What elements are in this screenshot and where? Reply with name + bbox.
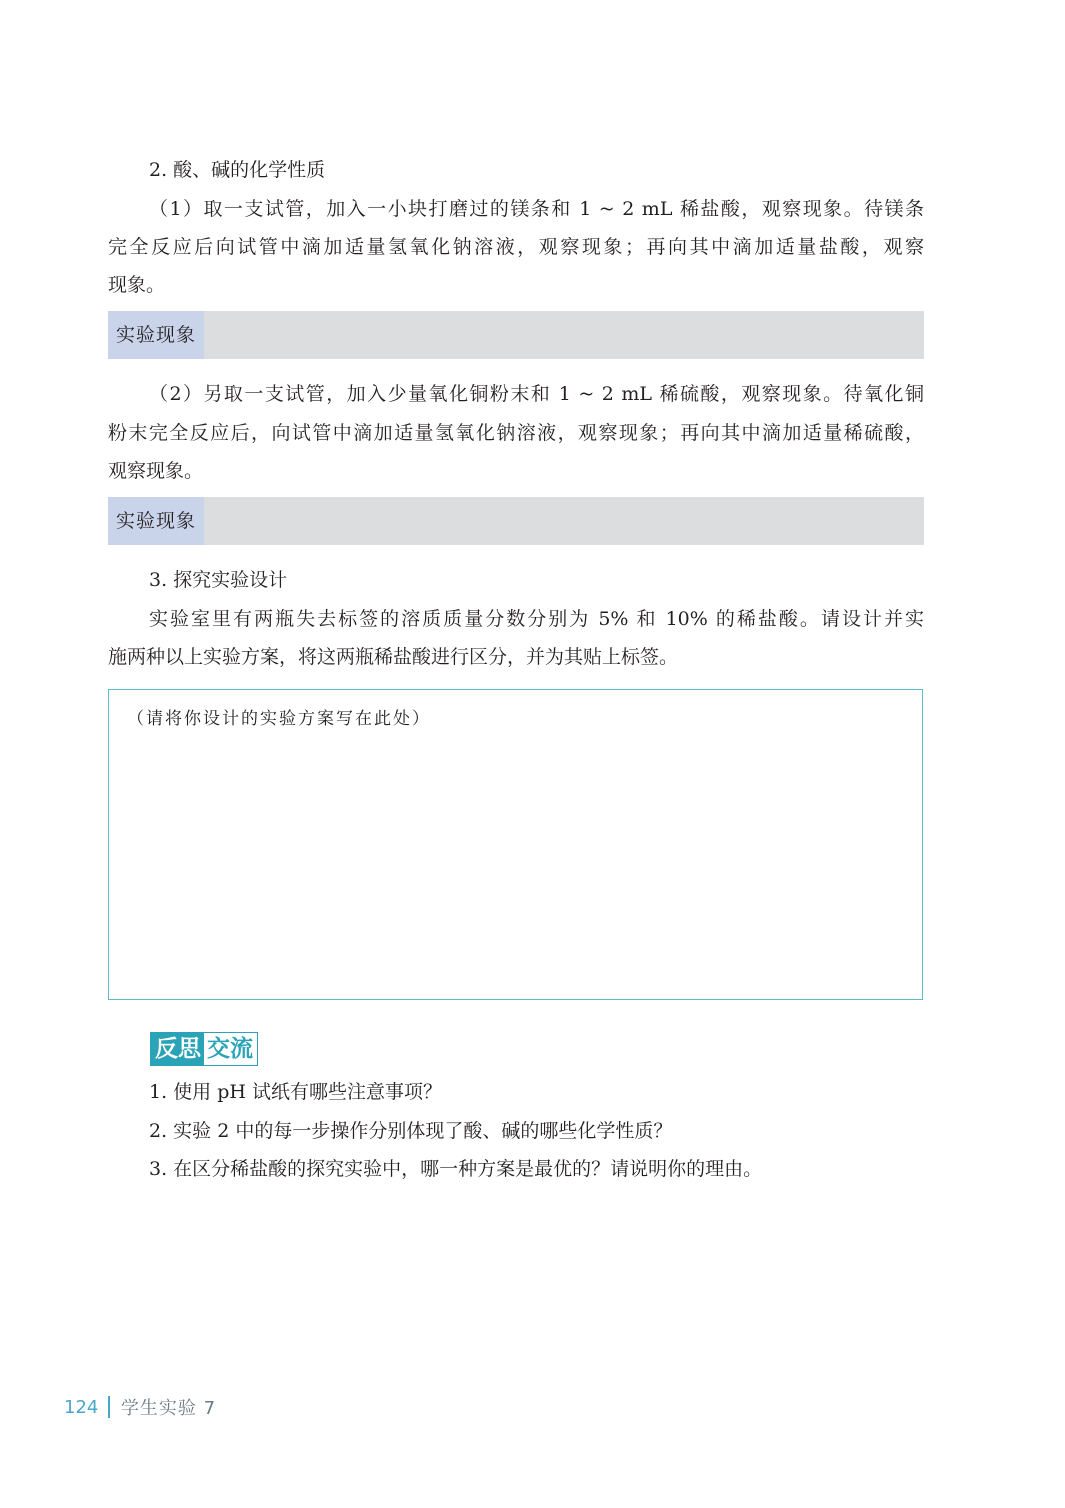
observation-row-2	[108, 497, 924, 545]
section3-line-2: 施两种以上实验方案，将这两瓶稀盐酸进行区分，并为其贴上标签。	[108, 646, 679, 668]
part1-line-2: 完全反应后向试管中滴加适量氢氧化钠溶液，观察现象；再向其中滴加适量盐酸，观察	[108, 236, 924, 258]
reflection-question-3: 3. 在区分稀盐酸的探究实验中，哪一种方案是最优的？请说明你的理由。	[149, 1158, 763, 1180]
section3-line-1: 实验室里有两瓶失去标签的溶质质量分数分别为 5% 和 10% 的稀盐酸。请设计并实	[149, 608, 924, 630]
footer-divider	[108, 1396, 110, 1418]
design-hint: （请将你设计的实验方案写在此处）	[127, 709, 431, 729]
observation-row-1	[108, 311, 924, 359]
page-footer	[64, 1394, 216, 1420]
reflection-badge-part1: 反思	[151, 1033, 204, 1065]
reflection-question-2: 2. 实验 2 中的每一步操作分别体现了酸、碱的哪些化学性质？	[149, 1120, 673, 1142]
observation-label-1: 实验现象	[108, 311, 204, 359]
part2-line-3: 观察现象。	[108, 460, 204, 482]
observation-label-2: 实验现象	[108, 497, 204, 545]
reflection-badge	[150, 1032, 258, 1066]
reflection-question-1: 1. 使用 pH 试纸有哪些注意事项？	[149, 1081, 442, 1103]
section2-heading: 2. 酸、碱的化学性质	[149, 159, 326, 181]
design-answer-box[interactable]	[108, 689, 923, 1000]
part1-line-1: （1）取一支试管，加入一小块打磨过的镁条和 1 ~ 2 mL 稀盐酸，观察现象。待镁条	[149, 198, 924, 220]
section3-heading: 3. 探究实验设计	[149, 569, 288, 591]
part1-line-3: 现象。	[108, 274, 166, 296]
part2-line-2: 粉末完全反应后，向试管中滴加适量氢氧化钠溶液，观察现象；再向其中滴加适量稀硫酸，	[108, 422, 924, 444]
part2-line-1: （2）另取一支试管，加入少量氧化铜粉末和 1 ~ 2 mL 稀硫酸，观察现象。待氧化铜	[149, 383, 924, 405]
running-title: 学生实验 7	[120, 1398, 217, 1419]
reflection-badge-part2: 交流	[204, 1033, 257, 1065]
page-number: 124	[64, 1396, 99, 1418]
